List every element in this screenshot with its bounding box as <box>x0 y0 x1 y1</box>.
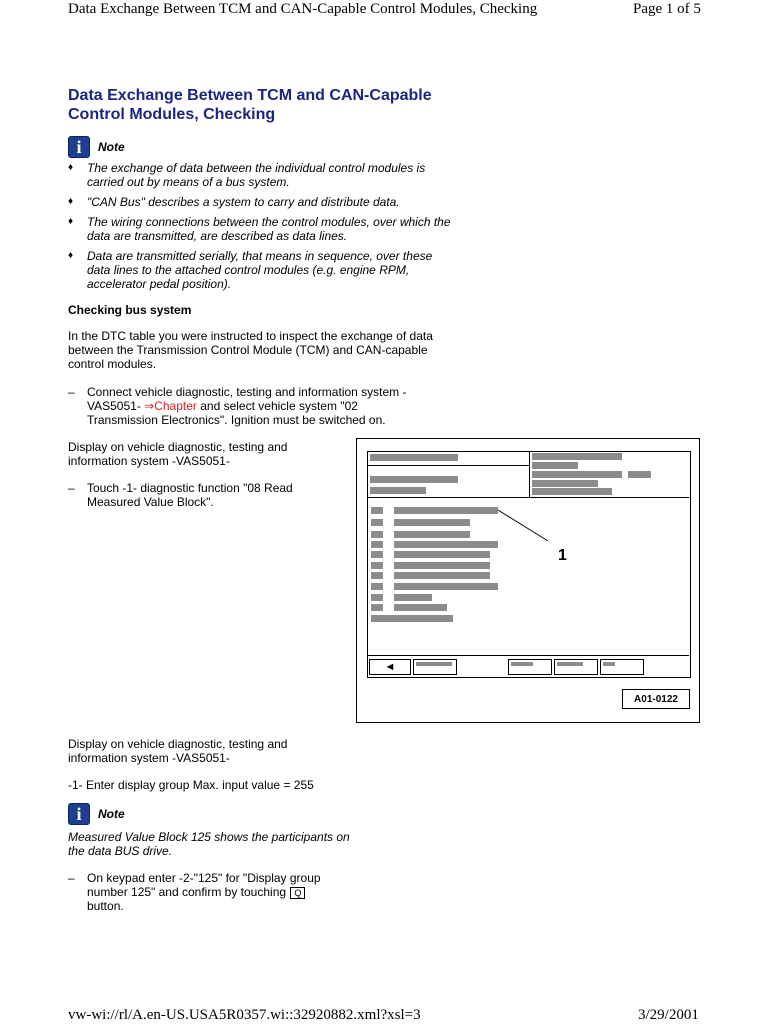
info-icon: i <box>68 803 90 825</box>
note-text: Measured Value Block 125 shows the participants on the data BUS drive. <box>68 830 350 858</box>
chapter-link[interactable]: ⇒Chapter <box>144 399 197 413</box>
display-caption-1: Display on vehicle diagnostic, testing and information system -VAS5051- <box>68 440 288 468</box>
diamond-bullet-icon: ♦ <box>68 216 74 227</box>
vas5051-screen-figure <box>356 438 700 723</box>
list-item: ♦ The exchange of data between the individual control modules is carried out by means of a bus system. <box>68 161 426 189</box>
dash-marker: – <box>68 481 75 495</box>
list-item: ♦ "CAN Bus" describes a system to carry and distribute data. <box>68 195 400 209</box>
step-keypad: – On keypad enter -2-"125" for "Display group number 125" and confirm by touching Q button. <box>68 871 321 913</box>
note-label: Note <box>98 807 125 821</box>
screen-button[interactable] <box>508 659 552 675</box>
intro-paragraph: In the DTC table you were instructed to inspect the exchange of data between the Transmission Control Module (TCM) and CAN-capable control modules. <box>68 329 433 371</box>
step-touch: – Touch -1- diagnostic function "08 Read Measured Value Block". <box>68 481 293 509</box>
screen-button[interactable] <box>413 659 457 675</box>
footer-date: 3/29/2001 <box>638 1007 699 1023</box>
display-caption-2: Display on vehicle diagnostic, testing and information system -VAS5051- <box>68 737 288 765</box>
back-arrow-icon[interactable]: ◄ <box>369 659 411 675</box>
dash-marker: – <box>68 871 75 885</box>
page-number: Page 1 of 5 <box>633 1 701 17</box>
note-header <box>68 136 125 158</box>
figure-label: A01-0122 <box>622 689 690 709</box>
callout-leader-line <box>368 452 688 652</box>
info-icon: i <box>68 136 90 158</box>
dash-marker: – <box>68 385 75 399</box>
footer-url: vw-wi://rl/A.en-US.USA5R0357.wi::32920882.xml?xsl=3 <box>68 1007 421 1023</box>
page-header-title: Data Exchange Between TCM and CAN-Capable Control Modules, Checking <box>68 1 538 17</box>
device-screen <box>367 451 691 678</box>
screen-button[interactable] <box>600 659 644 675</box>
note-bullet-list <box>68 161 453 297</box>
page-title: Data Exchange Between TCM and CAN-Capable Control Modules, Checking <box>68 87 432 123</box>
diamond-bullet-icon: ♦ <box>68 162 74 173</box>
callout-number: 1 <box>558 547 567 564</box>
note-label: Note <box>98 140 125 154</box>
section-heading: Checking bus system <box>68 303 192 317</box>
q-key-button[interactable]: Q <box>290 887 305 899</box>
screen-button[interactable] <box>554 659 598 675</box>
diamond-bullet-icon: ♦ <box>68 196 74 207</box>
list-item: ♦ The wiring connections between the control modules, over which the data are transmitted, are described as data lines. <box>68 215 451 243</box>
diamond-bullet-icon: ♦ <box>68 250 74 261</box>
enter-display-group-step: -1- Enter display group Max. input value = 255 <box>68 778 314 792</box>
step-connect: – Connect vehicle diagnostic, testing and information system -VAS5051- ⇒Chapter and select vehicle system "02 Transmission Electronics". Ignition must be switched on. <box>68 385 407 427</box>
note-header <box>68 803 125 825</box>
list-item: ♦ Data are transmitted serially, that means in sequence, over these data lines to the attached control modules (e.g. engine RPM, accelerator pedal position). <box>68 249 433 291</box>
